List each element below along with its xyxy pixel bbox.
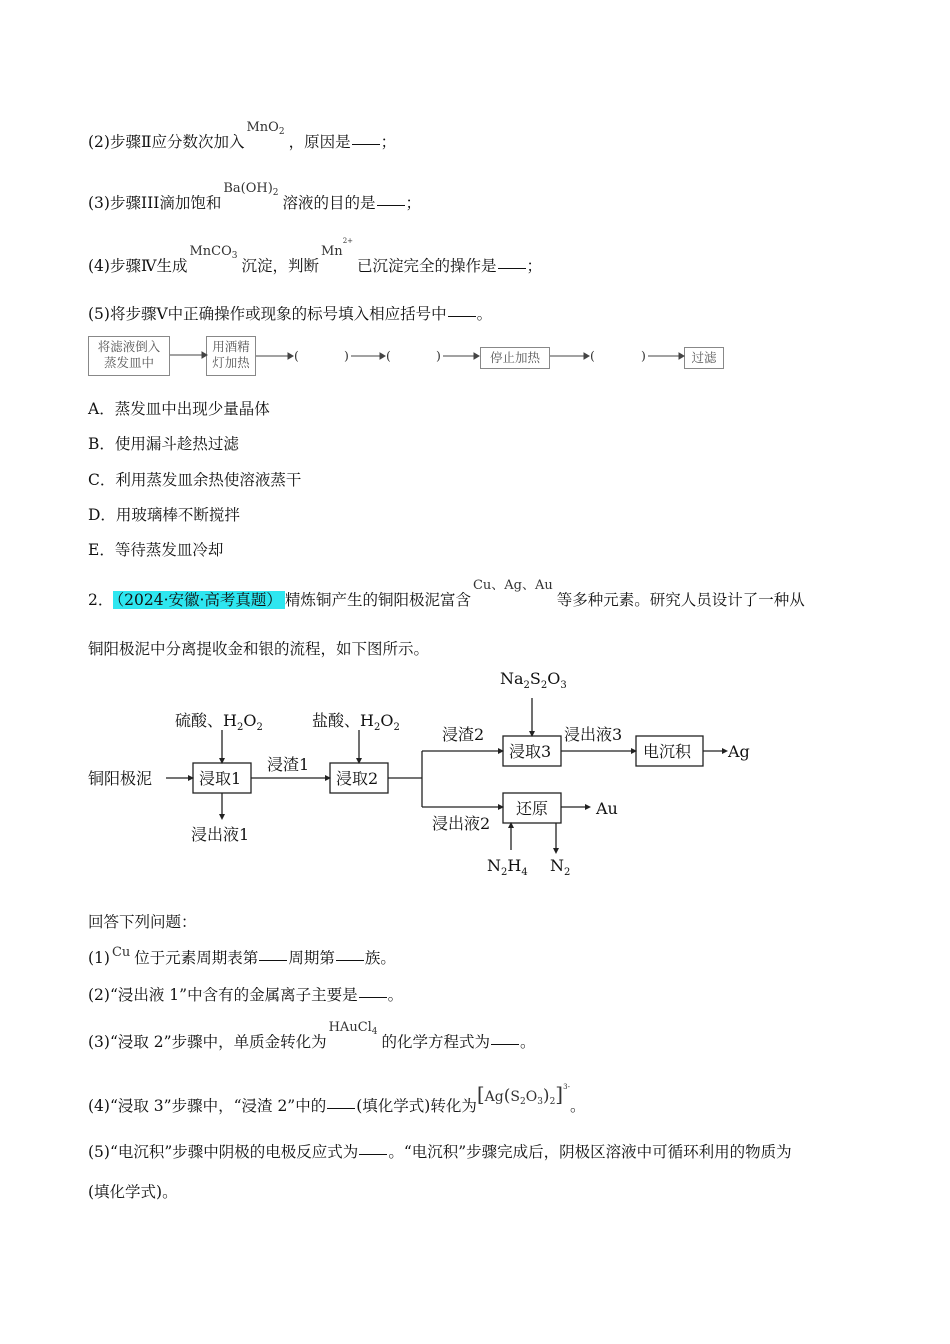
answer-blank[interactable] bbox=[491, 1043, 519, 1045]
label-residue-2: 浸渣2 bbox=[442, 725, 485, 744]
formula-cu: Cu bbox=[111, 945, 131, 960]
question-3-step-iii: (3)步骤III滴加饱和$^{Ba(OH)_2}$溶液的目的是 ； bbox=[88, 181, 422, 212]
flow-paren-close-3: ) bbox=[641, 348, 646, 363]
formula-haucl4: HAuCl4 bbox=[328, 1020, 378, 1037]
formula-mno2: MnO2 bbox=[246, 120, 285, 137]
subquestion-5-cont: (填化学式)。 bbox=[88, 1183, 178, 1201]
option-e: E．等待蒸发皿冷却 bbox=[88, 541, 224, 559]
flow-paren-open-1: ( bbox=[294, 348, 299, 363]
box-electrodeposition: 电沉积 bbox=[643, 742, 692, 761]
answer-blank[interactable] bbox=[359, 996, 387, 998]
flow-box-stop-heating: 停止加热 bbox=[480, 347, 550, 369]
flow-paren-close-1: ) bbox=[344, 348, 349, 363]
label-residue-1: 浸渣1 bbox=[267, 755, 310, 774]
label-leachate-3: 浸出液3 bbox=[564, 725, 623, 744]
question-2-step-ii: (2)步骤Ⅱ应分数次加入$^{MnO_2}$，原因是 ； bbox=[88, 120, 397, 151]
flow-paren-close-2: ) bbox=[436, 348, 441, 363]
label-ag: Ag bbox=[728, 742, 750, 761]
box-reduction: 还原 bbox=[516, 799, 549, 818]
label-reagent-2: 盐酸、$H_2O_2$ bbox=[312, 711, 400, 733]
process-flow-diagram bbox=[0, 660, 950, 885]
label-n2h4: $N_2H_4$ bbox=[487, 856, 528, 878]
box-leach-1: 浸取1 bbox=[199, 769, 242, 788]
answer-blank[interactable] bbox=[259, 959, 287, 961]
flow-arrows bbox=[0, 0, 950, 400]
flow-box-heat-lamp: 用酒精 灯加热 bbox=[206, 336, 256, 376]
formula-mnco3: MnCO3 bbox=[189, 244, 238, 261]
flow-paren-open-2: ( bbox=[386, 348, 391, 363]
answer-blank[interactable] bbox=[327, 1107, 355, 1109]
label-leachate-2: 浸出液2 bbox=[432, 814, 491, 833]
label-reagent-1: 硫酸、$H_2O_2$ bbox=[175, 711, 263, 733]
elements-formula: Cu、Ag、Au bbox=[472, 578, 553, 593]
subquestion-4: (4)“浸取 3”步骤中，“浸渣 2”中的 (填化学式)转化为$[Ag(S_2O_3)_2]^{3-}$。 bbox=[88, 1082, 586, 1115]
answer-intro: 回答下列问题： bbox=[88, 913, 197, 931]
label-n2: $N_2$ bbox=[550, 856, 571, 878]
flow-box-pour-filtrate: 将滤液倒入 蒸发皿中 bbox=[88, 336, 170, 376]
formula-mn2plus: Mn2+ bbox=[321, 237, 354, 259]
subquestion-5: (5)“电沉积”步骤中阴极的电极反应式为 。“电沉积”步骤完成后，阴极区溶液中可循环利用的物质为 bbox=[88, 1143, 792, 1161]
label-reagent-3: $Na_2S_2O_3$ bbox=[500, 669, 567, 691]
option-a: A．蒸发皿中出现少量晶体 bbox=[88, 400, 270, 418]
label-leachate-1: 浸出液1 bbox=[191, 825, 250, 844]
option-c: C．利用蒸发皿余热使溶液蒸干 bbox=[88, 471, 302, 489]
subquestion-3: (3)“浸取 2”步骤中，单质金转化为$^{HAuCl_4}$的化学方程式为 。 bbox=[88, 1020, 536, 1051]
box-leach-2: 浸取2 bbox=[336, 769, 379, 788]
flow-box-filter: 过滤 bbox=[684, 347, 724, 369]
question-5-step-v: (5)将步骤Ⅴ中正确操作或现象的标号填入相应括号中 。 bbox=[88, 305, 493, 323]
box-leach-3: 浸取3 bbox=[509, 742, 552, 761]
option-b: B．使用漏斗趁热过滤 bbox=[88, 435, 239, 453]
option-d: D．用玻璃棒不断搅拌 bbox=[88, 506, 240, 524]
question-2-intro-cont: 铜阳极泥中分离提收金和银的流程，如下图所示。 bbox=[88, 640, 430, 658]
label-start: 铜阳极泥 bbox=[88, 769, 153, 788]
subquestion-2: (2)“浸出液 1”中含有的金属离子主要是 。 bbox=[88, 986, 404, 1004]
answer-blank[interactable] bbox=[359, 1153, 387, 1155]
formula-baoh2: Ba(OH)2 bbox=[223, 181, 279, 198]
answer-blank[interactable] bbox=[336, 959, 364, 961]
question-4-step-iv: (4)步骤Ⅳ生成$^{MnCO_3}$沉淀，判断$^{Mn^{2+}}$已沉淀完全的操作是 ； bbox=[88, 237, 543, 275]
subquestion-1: (1) $^{Cu}$ 位于元素周期表第 周期第 族。 bbox=[88, 945, 396, 967]
flow-paren-open-3: ( bbox=[590, 348, 595, 363]
question-2-intro: 2． （2024·安徽·高考真题） 精炼铜产生的铜阳极泥富含$^{Cu、Ag、Au}$等多种元素。研究人员设计了一种从 bbox=[88, 578, 805, 609]
label-au: Au bbox=[596, 799, 618, 818]
source-badge: （2024·安徽·高考真题） bbox=[113, 591, 285, 609]
formula-ag-thiosulfate-complex: $[Ag(S_2O_3)_2]^{3-}$ bbox=[476, 1082, 570, 1107]
